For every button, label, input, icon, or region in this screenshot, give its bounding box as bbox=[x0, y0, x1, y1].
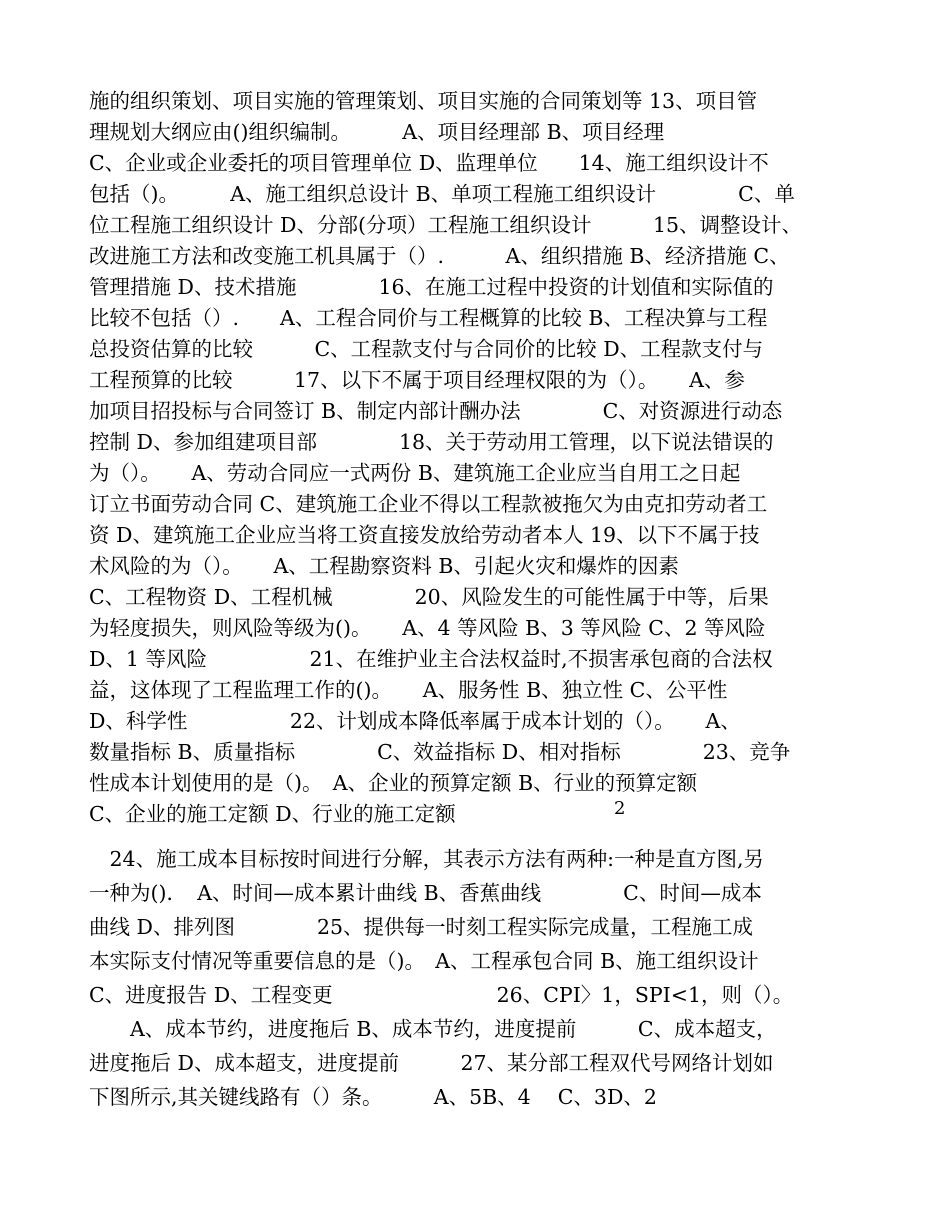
text-line: 数量指标 B、质量指标 C、效益指标 D、相对指标 23、竞争 bbox=[89, 740, 791, 764]
text-line: 一种为()． A、时间—成本累计曲线 B、香蕉曲线 C、时间—成本 bbox=[89, 881, 762, 905]
text-line: 加项目招投标与合同签订 B、制定内部计酬办法 C、对资源进行动态 bbox=[89, 399, 783, 423]
text-line: 理规划大纲应由()组织编制。 A、项目经理部 B、项目经理 bbox=[89, 120, 665, 144]
text-line: D、科学性 22、计划成本降低率属于成本计划的（）。 A、 bbox=[89, 709, 741, 733]
text-line: 24、施工成本目标按时间进行分解，其表示方法有两种:一种是直方图,另 bbox=[89, 847, 765, 871]
text-line: C、工程物资 D、工程机械 20、风险发生的可能性属于中等，后果 bbox=[89, 585, 769, 609]
text-line: 为（）。 A、劳动合同应一式两份 B、建筑施工企业应当自用工之日起 bbox=[89, 461, 741, 485]
text-line: 曲线 D、排列图 25、提供每一时刻工程实际完成量，工程施工成 bbox=[89, 915, 754, 939]
text-line: 包括（)。 A、施工组织总设计 B、单项工程施工组织设计 C、单 bbox=[89, 182, 795, 206]
text-line: 下图所示,其关键线路有（）条。 A、5B、4 C、3D、2 bbox=[89, 1085, 657, 1109]
text-line: 术风险的为（）。 A、工程勘察资料 B、引起火灾和爆炸的因素 bbox=[89, 554, 679, 578]
text-line: 进度拖后 D、成本超支，进度提前 27、某分部工程双代号网络计划如 bbox=[89, 1051, 774, 1075]
text-line: 工程预算的比较 17、以下不属于项目经理权限的为（）。 A、参 bbox=[89, 368, 745, 392]
text-line: 施的组织策划、项目实施的管理策划、项目实施的合同策划等 13、项目管 bbox=[89, 89, 758, 113]
text-line: A、成本节约，进度拖后 B、成本节约，进度提前 C、成本超支， bbox=[89, 1017, 777, 1041]
question-block-lower bbox=[89, 842, 869, 1114]
text-line: 控制 D、参加组建项目部 18、关于劳动用工管理，以下说法错误的 bbox=[89, 430, 774, 454]
text-line: C、进度报告 D、工程变更 26、CPI〉1，SPI<1，则（）。 bbox=[89, 983, 794, 1007]
text-line: 资 D、建筑施工企业应当将工资直接发放给劳动者本人 19、以下不属于技 bbox=[89, 523, 760, 547]
text-line: 总投资估算的比较 C、工程款支付与合同价的比较 D、工程款支付与 bbox=[89, 337, 764, 361]
text-line: 本实际支付情况等重要信息的是（)。 A、工程承包合同 B、施工组织设计 bbox=[89, 949, 759, 973]
text-line: D、1 等风险 21、在维护业主合法权益时,不损害承包商的合法权 bbox=[89, 647, 773, 671]
page-number: 2 bbox=[614, 798, 626, 819]
text-line: 益，这体现了工程监理工作的()。 A、服务性 B、独立性 C、公平性 bbox=[89, 678, 728, 702]
text-line: C、企业的施工定额 D、行业的施工定额 bbox=[89, 802, 456, 826]
text-line: C、企业或企业委托的项目管理单位 D、监理单位 14、施工组织设计不 bbox=[89, 151, 769, 175]
text-line: 为轻度损失，则风险等级为()。 A、4 等风险 B、3 等风险 C、2 等风险 bbox=[89, 616, 766, 640]
text-line: 位工程施工组织设计 D、分部(分项）工程施工组织设计 15、调整设计、 bbox=[89, 213, 803, 237]
text-line: 比较不包括（）. A、工程合同价与工程概算的比较 B、工程决算与工程 bbox=[89, 306, 768, 330]
question-block-upper bbox=[89, 86, 869, 830]
text-line: 改进施工方法和改变施工机具属于（）. A、组织措施 B、经济措施 C、 bbox=[89, 244, 790, 268]
text-line: 性成本计划使用的是（)。 A、企业的预算定额 B、行业的预算定额 bbox=[89, 771, 698, 795]
text-line: 订立书面劳动合同 C、建筑施工企业不得以工程款被拖欠为由克扣劳动者工 bbox=[89, 492, 768, 516]
text-line: 管理措施 D、技术措施 16、在施工过程中投资的计划值和实际值的 bbox=[89, 275, 774, 299]
